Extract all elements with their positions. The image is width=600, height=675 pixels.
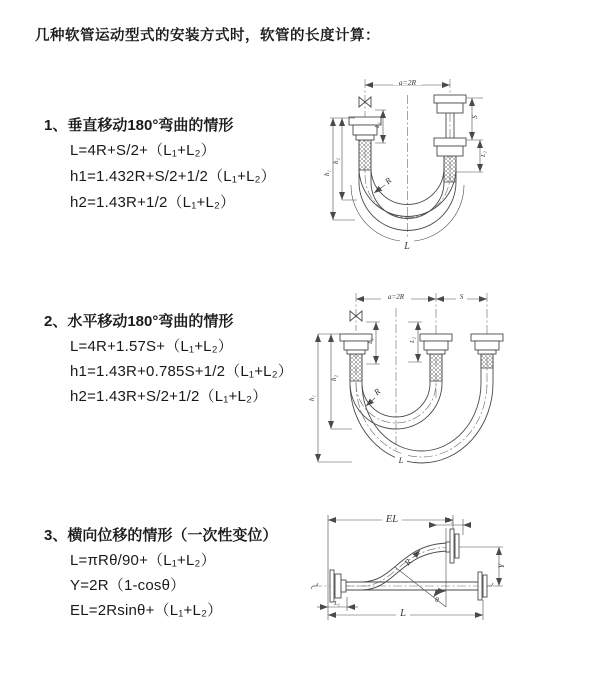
section-2-heading: 2、水平移动180°弯曲的情形 (44, 313, 234, 330)
diagram-vertical-180-bend (300, 65, 510, 260)
l1-label: L₁ (334, 600, 340, 607)
h2-label: h₂ (330, 375, 338, 381)
diagram-horizontal-180-bend (300, 278, 600, 473)
section-3-formula-EL: EL=2Rsinθ+（L₁+L₂） (70, 602, 223, 619)
l2-label: L₂ (480, 151, 487, 157)
radius-label: R (382, 175, 394, 187)
radius-label: R (371, 386, 383, 398)
span-label: a=2R (388, 293, 404, 301)
length-label: L (398, 455, 404, 465)
span-label: a=2R (398, 78, 417, 87)
l2-label: L₂ (447, 517, 453, 524)
dimension-lines (317, 515, 503, 620)
section-3-formula-L: L=πRθ/90+（L₁+L₂） (70, 552, 216, 569)
el-label: EL (385, 514, 399, 525)
h1-label: h₁ (308, 395, 316, 401)
centerlines (356, 293, 487, 457)
theta-label: θ (435, 595, 439, 604)
section-2-formula-h2: h2=1.43R+S/2+1/2（L₁+L₂） (70, 388, 268, 405)
section-1-formula-h2: h2=1.43R+1/2（L₁+L₂） (70, 194, 236, 211)
section-1-formula-L: L=4R+S/2+（L₁+L₂） (70, 142, 216, 159)
hose-body (350, 354, 493, 463)
section-3-formula-Y: Y=2R（1-cosθ） (70, 577, 186, 594)
diagram-lateral-displacement (300, 505, 600, 670)
length-label: L (404, 241, 410, 252)
length-label: L (400, 608, 406, 619)
section-2-formula-h1: h1=1.43R+0.785S+1/2（L₁+L₂） (70, 363, 293, 380)
l1-label: L₁ (367, 338, 374, 344)
flanges (340, 334, 503, 354)
section-3-heading: 3、横向位移的情形（一次性变位） (44, 527, 278, 544)
s-label: S (471, 115, 479, 119)
section-1-formula-h1: h1=1.432R+S/2+1/2（L₁+L₂） (70, 168, 276, 185)
section-1-heading: 1、垂直移动180°弯曲的情形 (44, 117, 234, 134)
dimension-lines (318, 299, 487, 462)
travel-label: S (459, 293, 464, 301)
l2-label: L₂ (409, 337, 416, 343)
y-label: Y (496, 563, 506, 569)
page-title: 几种软管运动型式的安装方式时，软管的长度计算： (35, 28, 380, 44)
section-2-formula-L: L=4R+1.57S+（L₁+L₂） (70, 338, 233, 355)
l1-label: L₁ (374, 122, 381, 128)
h1-label: h₁ (323, 170, 331, 176)
h2-label: h₂ (332, 158, 340, 164)
dimension-labels (333, 514, 506, 619)
radius-label: R (402, 556, 414, 568)
